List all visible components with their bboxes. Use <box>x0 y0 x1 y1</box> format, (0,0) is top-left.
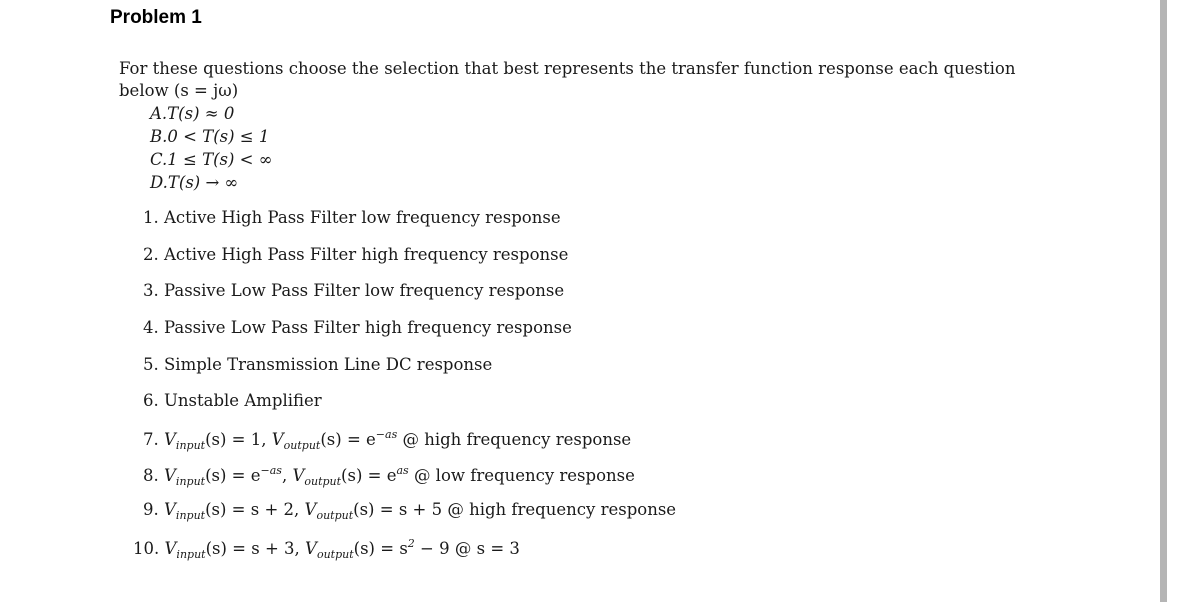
question-text: Simple Transmission Line DC response <box>164 355 493 374</box>
equals-arg: (s) = <box>341 466 387 485</box>
question-5 <box>143 355 492 374</box>
question-1 <box>143 208 561 227</box>
vin-value: 1 <box>250 430 262 449</box>
question-text: Active High Pass Filter low frequency response <box>164 208 561 227</box>
vin-value: s + 3 <box>251 539 295 558</box>
vin-value: e <box>250 466 261 485</box>
choice-c: C.1 ≤ T(s) < ∞ <box>150 150 273 169</box>
equals-arg: (s) = <box>205 539 252 558</box>
question-text: Passive Low Pass Filter low frequency response <box>164 281 565 300</box>
vin-symbol: V <box>164 539 177 558</box>
problem-heading: Problem 1 <box>110 7 202 28</box>
question-9 <box>143 500 676 522</box>
question-suffix: @ high frequency response <box>447 500 677 519</box>
vin-symbol: V <box>164 500 176 519</box>
vin-symbol: V <box>164 466 176 485</box>
vin-exponent: −as <box>260 464 282 477</box>
question-number: 6. <box>143 391 159 410</box>
equals-arg: (s) = <box>353 500 399 519</box>
equals-arg: (s) = <box>205 466 251 485</box>
separator: , <box>294 539 306 558</box>
vout-value: e <box>366 430 376 449</box>
question-text: Passive Low Pass Filter high frequency response <box>164 318 572 337</box>
question-number: 4. <box>143 318 159 337</box>
separator: , <box>294 500 305 519</box>
choice-a: A.T(s) ≈ 0 <box>150 104 235 123</box>
page-edge-bar <box>1160 0 1167 602</box>
question-8 <box>143 464 635 488</box>
question-suffix: @ low frequency response <box>413 466 635 485</box>
vout-value: s + 5 <box>398 500 443 519</box>
vout-subscript: output <box>316 509 354 522</box>
question-suffix: @ high frequency response <box>402 430 632 449</box>
question-number: 7. <box>143 430 159 449</box>
vout-symbol: V <box>304 500 317 519</box>
separator: , <box>261 430 272 449</box>
question-number: 10. <box>133 539 160 558</box>
question-10 <box>133 537 520 561</box>
question-number: 9. <box>143 500 159 519</box>
question-number: 3. <box>143 281 159 300</box>
vout-exponent: 2 <box>407 537 415 550</box>
vout-exponent: as <box>396 464 409 477</box>
vin-symbol: V <box>164 430 176 449</box>
vout-symbol: V <box>305 539 317 558</box>
choice-b: B.0 < T(s) ≤ 1 <box>150 127 270 146</box>
question-6 <box>143 391 322 410</box>
instructions-text: For these questions choose the selection that best represents the transfer function response each question below (s = jω) <box>119 59 1016 100</box>
vin-subscript: input <box>176 548 206 561</box>
vout-subscript: output <box>304 475 342 488</box>
equals-arg: (s) = <box>320 430 367 449</box>
vin-subscript: input <box>175 475 206 488</box>
question-4 <box>143 318 572 337</box>
question-7 <box>143 428 631 452</box>
question-3 <box>143 281 564 300</box>
equals-arg: (s) = <box>353 539 400 558</box>
question-number: 2. <box>143 245 159 264</box>
equals-arg: (s) = <box>205 500 251 519</box>
vout-tail: − 9 <box>414 539 450 558</box>
vin-subscript: input <box>175 439 206 452</box>
vout-subscript: output <box>283 439 321 452</box>
equals-arg: (s) = <box>205 430 251 449</box>
question-2 <box>143 245 568 264</box>
vout-symbol: V <box>271 430 284 449</box>
separator: , <box>281 466 293 485</box>
vout-exponent: −as <box>375 428 398 441</box>
vout-subscript: output <box>316 548 354 561</box>
vout-symbol: V <box>292 466 305 485</box>
question-suffix: @ s = 3 <box>454 539 520 558</box>
vin-value: s + 2 <box>250 500 295 519</box>
vout-value: s <box>399 539 408 558</box>
vin-subscript: input <box>175 509 206 522</box>
choice-d: D.T(s) → ∞ <box>150 173 239 192</box>
vout-value: e <box>386 466 397 485</box>
question-text: Active High Pass Filter high frequency response <box>164 245 569 264</box>
question-text: Unstable Amplifier <box>164 391 322 410</box>
question-number: 1. <box>143 208 159 227</box>
question-number: 5. <box>143 355 159 374</box>
question-number: 8. <box>143 466 159 485</box>
